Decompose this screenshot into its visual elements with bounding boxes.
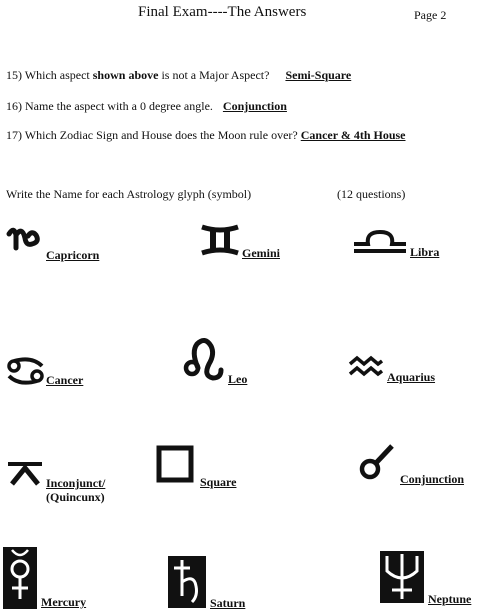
glyph-label-quincunx: (Quincunx)	[46, 490, 105, 504]
question-number: 15)	[6, 68, 22, 82]
answer: Semi-Square	[285, 68, 352, 82]
question-text: Name the aspect with a 0 degree angle.	[25, 99, 213, 113]
glyph-instruction: Write the Name for each Astrology glyph (symbol)	[6, 187, 252, 201]
glyph-label-square: Square	[200, 475, 237, 489]
question-emphasis: shown above	[92, 68, 159, 82]
question-16	[6, 99, 295, 114]
question-number: 17)	[6, 128, 22, 142]
glyph-label-libra: Libra	[410, 245, 440, 259]
question-number: 16)	[6, 99, 22, 113]
mercury-icon	[3, 547, 39, 609]
glyph-label-neptune: Neptune	[428, 592, 472, 606]
page-title: Final Exam----The Answers	[138, 4, 307, 20]
neptune-icon	[380, 551, 426, 603]
inconjunct-icon	[8, 462, 44, 486]
libra-icon	[352, 230, 408, 254]
leo-icon	[183, 338, 227, 382]
capricorn-icon	[6, 222, 48, 252]
gemini-icon	[200, 222, 242, 258]
glyph-label-capricorn	[46, 248, 119, 263]
glyph-label-text: Capricorn	[46, 248, 100, 262]
question-text: is not a Major Aspect?	[158, 68, 270, 82]
glyph-label-cancer: Cancer	[46, 373, 84, 387]
glyph-label-leo: Leo	[228, 372, 248, 386]
glyph-label-mercury: Mercury	[41, 595, 87, 609]
question-count: (12 questions)	[337, 187, 406, 201]
glyph-label-aquarius: Aquarius	[387, 370, 436, 384]
question-15	[6, 68, 377, 83]
square-icon	[156, 445, 196, 485]
answer: Conjunction	[222, 99, 287, 113]
question-text: Which Zodiac Sign and House does the Moon rule over?	[24, 128, 298, 142]
question-17	[6, 128, 406, 143]
answer: Cancer & 4th House	[300, 128, 406, 142]
glyph-label-text: Gemini	[242, 246, 280, 260]
conjunction-icon	[358, 442, 398, 482]
glyph-label-inconjunct: Inconjunct/	[46, 476, 106, 490]
saturn-icon	[168, 556, 208, 608]
page-number: Page 2	[414, 8, 447, 22]
glyph-label-gemini	[242, 246, 290, 261]
aquarius-icon	[348, 356, 384, 378]
cancer-icon	[6, 358, 46, 384]
question-text: Which aspect	[24, 68, 93, 82]
glyph-label-conjunction: Conjunction	[400, 472, 465, 486]
glyph-label-saturn: Saturn	[210, 596, 246, 610]
